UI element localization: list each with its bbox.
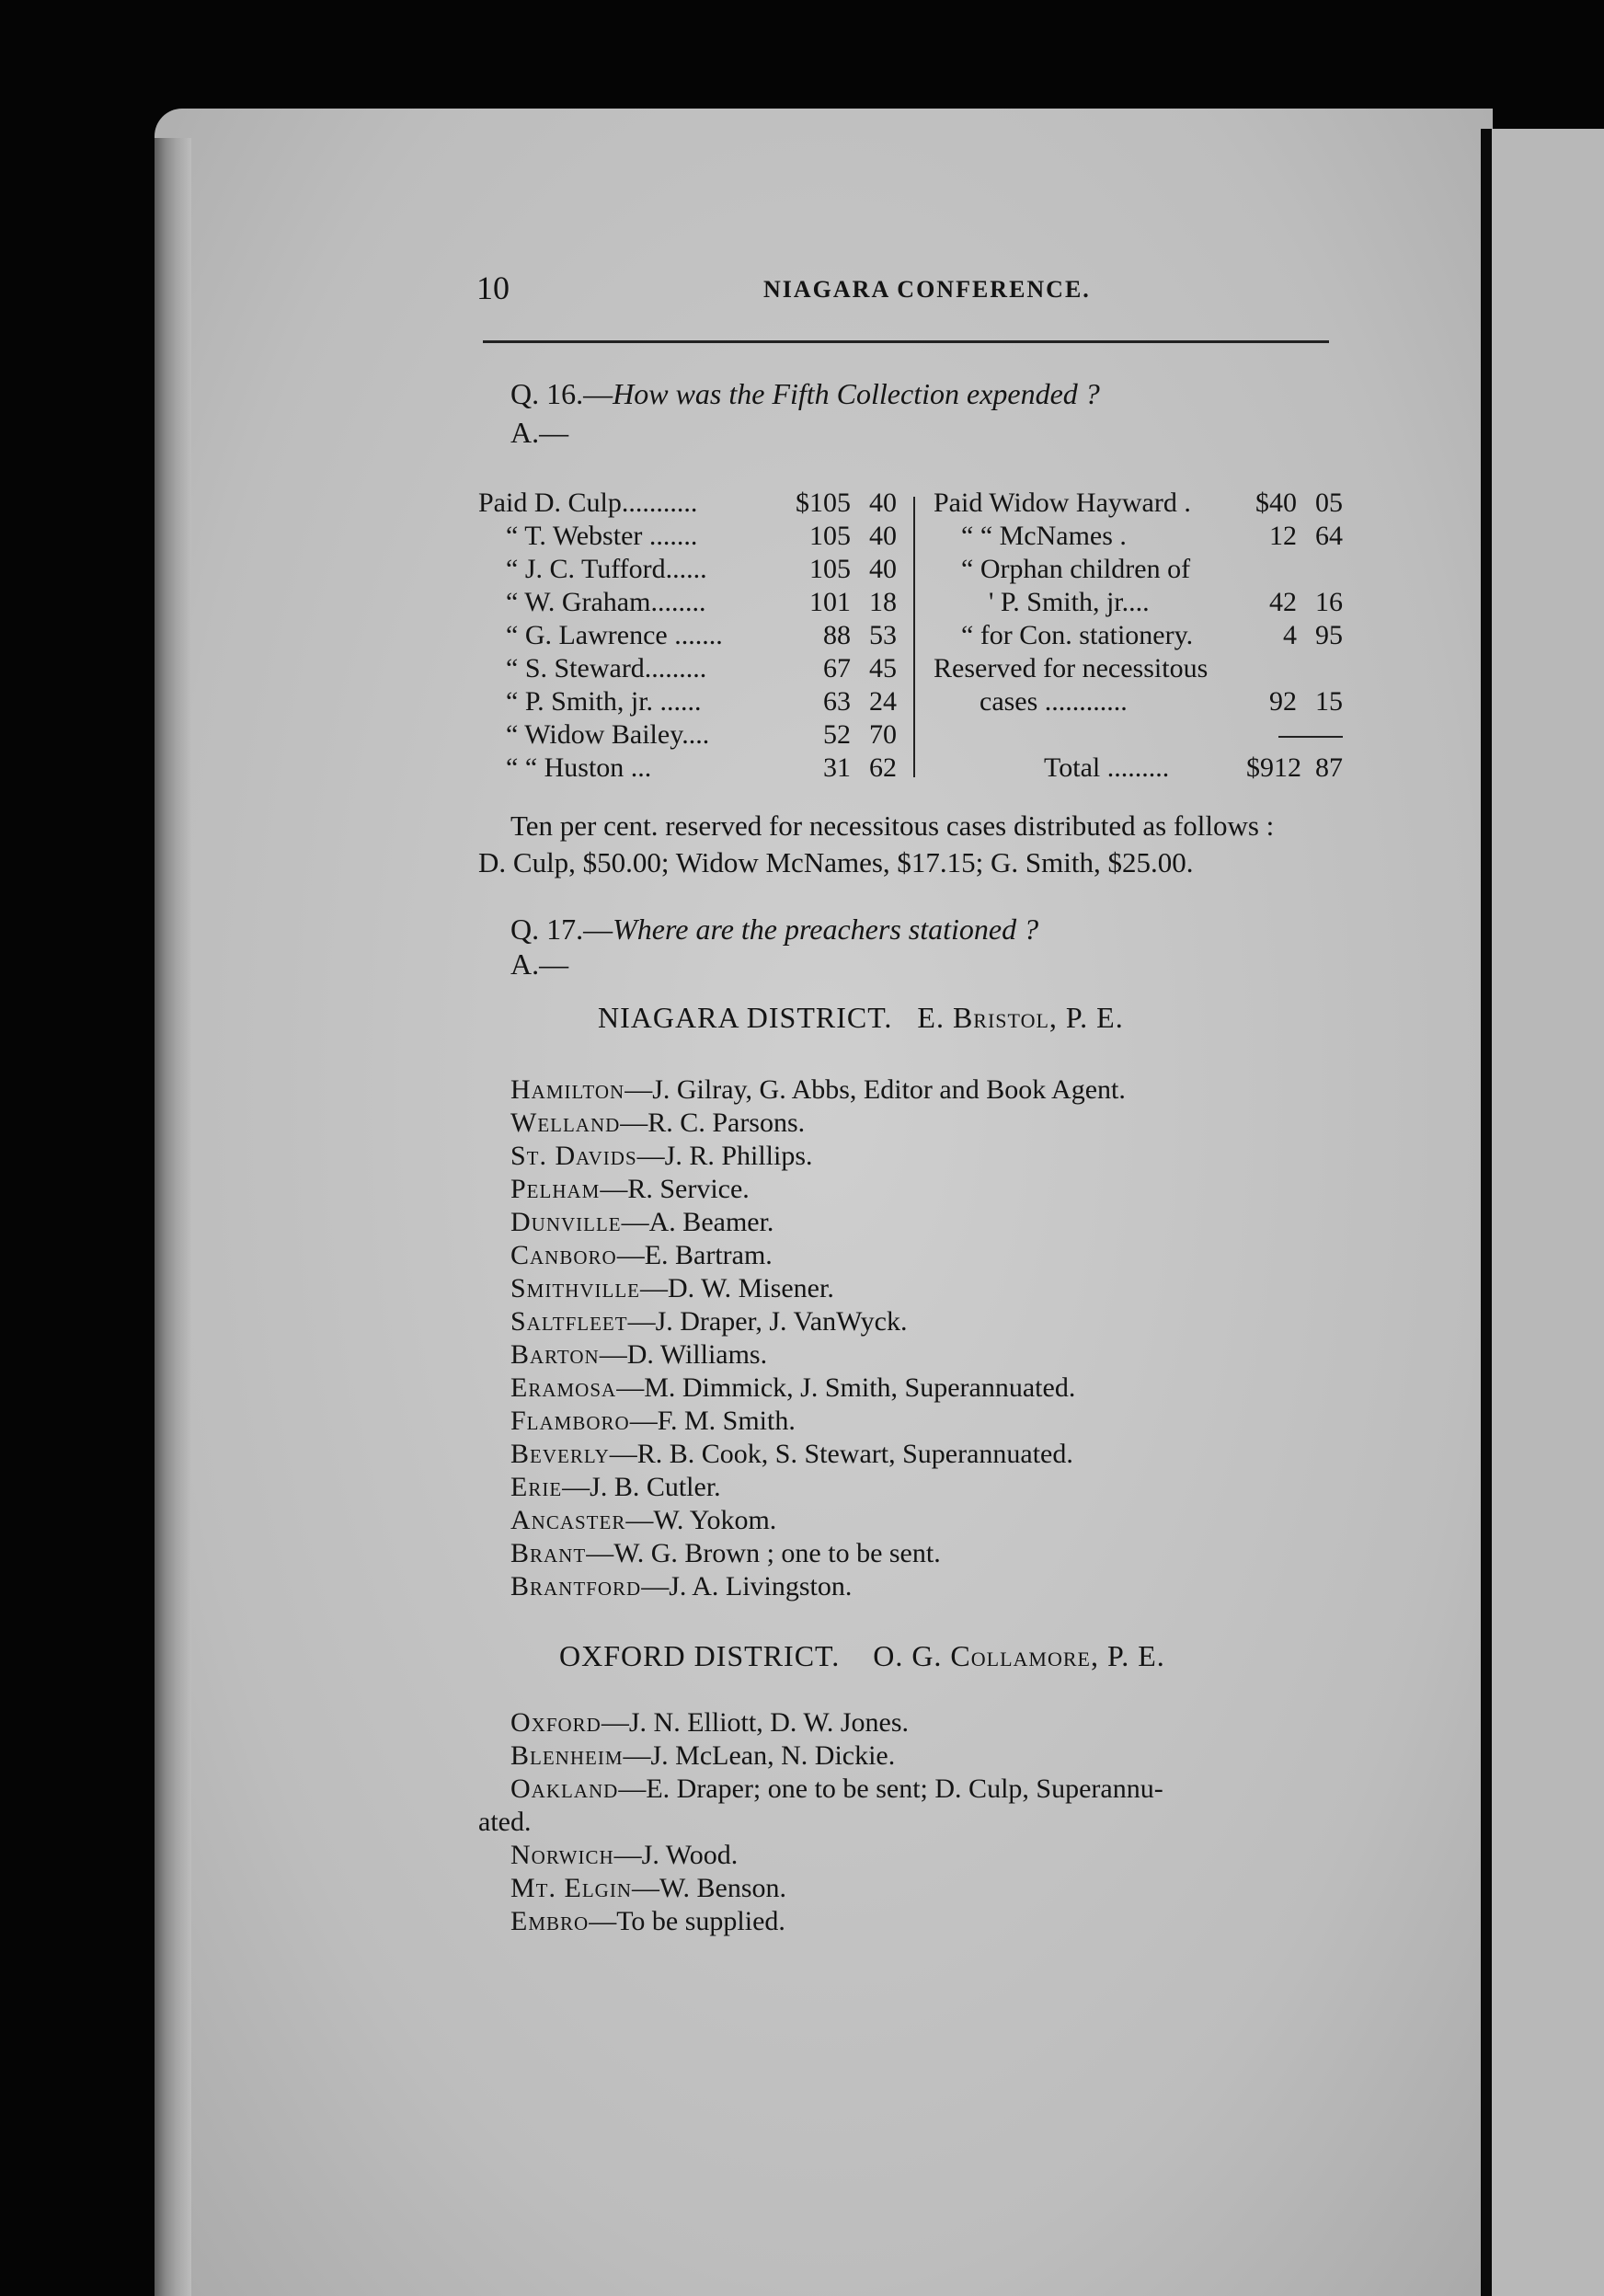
question-17-number: Q. 17.—	[510, 913, 613, 946]
binding-rule	[1481, 129, 1492, 2296]
expense-row: “ Widow Bailey.... 52 70	[506, 719, 897, 750]
station-entry: Oakland—E. Draper; one to be sent; D. Culp, Superannu-	[510, 1774, 1163, 1804]
column-divider	[913, 497, 915, 777]
station-entry: Smithville—D. W. Misener.	[510, 1273, 834, 1303]
station-entry: Brant—W. G. Brown ; one to be sent.	[510, 1538, 941, 1568]
book-page	[155, 109, 1493, 2296]
expense-row: ' P. Smith, jr.... 42 16	[989, 587, 1343, 617]
station-entry-continuation: ated.	[478, 1807, 532, 1837]
question-16	[510, 377, 1100, 411]
station-entry: Canboro—E. Bartram.	[510, 1240, 773, 1270]
expense-row: “ Orphan children of	[961, 554, 1191, 584]
station-entry: Flamboro—F. M. Smith.	[510, 1406, 796, 1436]
station-entry: Mt. Elgin—W. Benson.	[510, 1873, 787, 1903]
header-rule	[483, 340, 1329, 343]
station-entry: Barton—D. Williams.	[510, 1339, 768, 1370]
station-entry: Oxford—J. N. Elliott, D. W. Jones.	[510, 1707, 910, 1738]
station-entry: Dunville—A. Beamer.	[510, 1207, 774, 1237]
expense-row: “ G. Lawrence ....... 88 53	[506, 620, 897, 650]
station-entry: St. Davids—J. R. Phillips.	[510, 1141, 813, 1171]
oxford-district-heading	[559, 1639, 1165, 1673]
station-entry: Pelham—R. Service.	[510, 1174, 750, 1204]
answer-17-label: A.—	[510, 947, 569, 981]
reserve-note-line-1: Ten per cent. reserved for necessitous cases distributed as follows :	[510, 809, 1275, 842]
station-entry: Hamilton—J. Gilray, G. Abbs, Editor and Book Agent.	[510, 1074, 1126, 1105]
niagara-district-heading	[598, 1001, 1124, 1035]
station-entry: Beverly—R. B. Cook, S. Stewart, Superannuated.	[510, 1439, 1073, 1469]
station-entry: Ancaster—W. Yokom.	[510, 1505, 777, 1535]
expense-row: “ J. C. Tufford...... 105 40	[506, 554, 897, 584]
station-entry: Blenheim—J. McLean, N. Dickie.	[510, 1740, 896, 1771]
facing-page-strip	[1492, 129, 1604, 2296]
presiding-elder-suffix: P. E.	[1106, 1639, 1165, 1672]
expense-row: “ “ McNames . 12 64	[961, 521, 1343, 551]
expense-row: “ S. Steward......... 67 45	[506, 653, 897, 683]
question-16-number: Q. 16.—	[510, 377, 613, 410]
station-entry: Erie—J. B. Cutler.	[510, 1472, 721, 1502]
expense-row: “ P. Smith, jr. ...... 63 24	[506, 686, 897, 717]
station-entry: Saltfleet—J. Draper, J. VanWyck.	[510, 1306, 908, 1337]
expense-row: “ “ Huston ... 31 62	[506, 752, 897, 783]
total-rule	[1278, 736, 1343, 738]
expense-row: Paid D. Culp........... $105 40	[478, 488, 897, 518]
expense-row: Paid Widow Hayward . $40 05	[934, 488, 1343, 518]
answer-16-label: A.—	[510, 416, 569, 449]
district-title: NIAGARA DISTRICT.	[598, 1001, 893, 1034]
presiding-elder-suffix: P. E.	[1065, 1001, 1124, 1034]
station-entry: Welland—R. C. Parsons.	[510, 1108, 806, 1138]
expense-row: “ T. Webster ....... 105 40	[506, 521, 897, 551]
expense-row: cases ............ 92 15	[980, 686, 1343, 717]
expense-row: “ for Con. stationery. 4 95	[961, 620, 1343, 650]
station-entry: Eramosa—M. Dimmick, J. Smith, Superannuated.	[510, 1372, 1076, 1403]
total-row: Total ......... $912 87	[1044, 752, 1343, 783]
station-entry: Embro—To be supplied.	[510, 1906, 785, 1936]
question-17-text: Where are the preachers stationed ?	[613, 913, 1039, 946]
station-entry: Brantford—J. A. Livingston.	[510, 1571, 853, 1601]
presiding-elder: O. G. Collamore,	[873, 1639, 1099, 1672]
reserve-note-line-2: D. Culp, $50.00; Widow McNames, $17.15; G. Smith, $25.00.	[478, 846, 1194, 878]
question-17	[510, 913, 1038, 947]
running-head: NIAGARA CONFERENCE.	[763, 276, 1091, 303]
station-entry: Norwich—J. Wood.	[510, 1840, 739, 1870]
presiding-elder: E. Bristol,	[917, 1001, 1058, 1034]
expense-row: “ W. Graham........ 101 18	[506, 587, 897, 617]
expense-row: Reserved for necessitous	[934, 653, 1209, 683]
page-number: 10	[476, 270, 510, 306]
district-title: OXFORD DISTRICT.	[559, 1639, 841, 1672]
page-edge	[155, 138, 191, 2296]
question-16-text: How was the Fifth Collection expended ?	[613, 377, 1100, 410]
